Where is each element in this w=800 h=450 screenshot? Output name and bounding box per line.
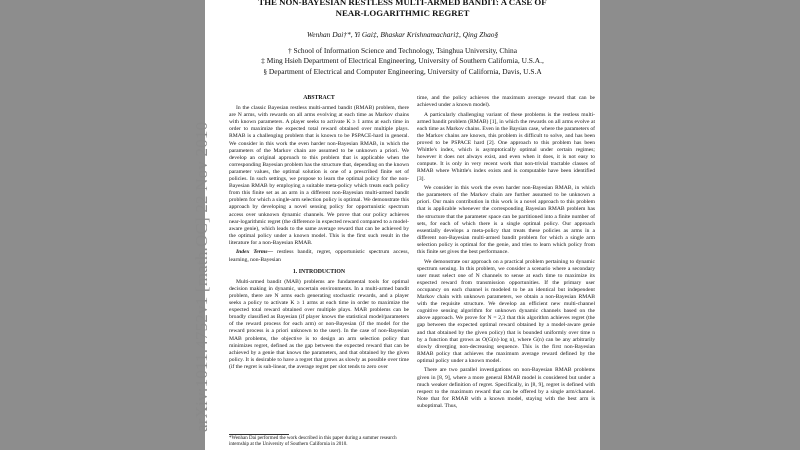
paper-title-line-2: NEAR-LOGARITHMIC REGRET <box>335 8 470 18</box>
footnote-rule <box>229 434 289 435</box>
section-1-heading: 1. INTRODUCTION <box>292 268 346 275</box>
abstract-heading: ABSTRACT <box>303 95 335 101</box>
right-paragraph-2: We consider in this work the even harder non-Bayesian RMAB, in which the parameters of the Markov chain are further assumed to be unknown a priori. Our main contribution in this work is a novel approach to this problem that is applicable whenever the corresponding Bayesian RMAB problem has the structure that the parameter space can be partitioned into a finite number of sets, for each of which there is a single optimal policy. Our approach essentially develops a meta-policy that treats these policies as arms in a different non-Bayesian multi-armed bandit problem for which a single arm selection policy is optimal for the genie, and tries to learn which policy from this finite set gives the best performance. <box>417 185 595 255</box>
affiliation-3: § Department of Electrical and Computer Engineering, University of California, Davis, U.S.A <box>263 67 542 76</box>
right-paragraph-4: There are two parallel investigations on non-Bayesian RMAB problems given in [8, 9], where a more general RMAB model is considered but under a much weaker definition of regret. Specifically, in [8, 9], regret is defined with respect to the maximum reward that can be offered by a single arm/channel. Note that for RMAB with a known model, staying with the best arm is suboptimal. Thus, <box>417 367 595 409</box>
index-terms <box>229 249 409 263</box>
paper-authors: Wenhan Dai†*, Yi Gai‡, Bhaskar Krishnamachari‡, Qing Zhao§ <box>306 30 499 39</box>
index-terms-label: Index Terms— <box>236 249 274 256</box>
affiliation-1: † School of Information Science and Technology, Tsinghua University, China <box>287 46 518 55</box>
abstract-text: In the classic Bayesian restless multi-armed bandit (RMAB) problem, there are N arms, with rewards on all arms evolving at each time as Markov chains with known parameters. A player seeks to activate K ≥ 1 arms at each time in order to maximize the expected total reward obtained over multiple plays. RMAB is a challenging problem that is known to be PSPACE-hard in general. We consider in this work the even harder non-Bayesian RMAB, in which the parameters of the Markov chain are assumed to be unknown a priori. We develop an original approach to this problem that is applicable when the corresponding Bayesian problem has the structure that, depending on the known parameter values, the optimal solution is one of a prescribed finite set of policies. In such settings, we propose to learn the optimal policy for the non-Bayesian RMAB by employing a suitable meta-policy which treats each policy from this finite set as an arm in a different non-Bayesian multi-armed bandit problem for which a single-arm selection policy is optimal. We demonstrate this approach by developing a novel sensing policy for opportunistic spectrum access over unknown dynamic channels. We prove that our policy achieves near-logarithmic regret (the difference in expected reward compared to a model-aware genie), which leads to the same average reward that can be achieved by the optimal policy under a known model. This is the first such result in the literature for a non-Bayesian RMAB. <box>229 105 409 246</box>
paper-title-line-1: THE NON-BAYESIAN RESTLESS MULTI-ARMED BANDIT: A CASE OF <box>258 0 547 7</box>
footnote: *Wenhan Dai performed the work described in this paper during a summer research internship at the University of Southern California in 2010. <box>229 436 397 447</box>
paper-page <box>205 0 600 450</box>
index-terms-text: restless bandit, regret, opportunistic spectrum access, learning, non-Bayesian <box>229 249 409 263</box>
right-column <box>417 95 595 413</box>
right-paragraph-3: We demonstrate our approach on a practical problem pertaining to dynamic spectrum sensing. In this problem, we consider a scenario where a secondary user must select one of N channels to sense at each time to maximize its expected reward from transmission opportunities. If the primary user occupancy on each channel is modeled to be an identical but independent Markov chain with unknown parameters, we obtain a non-Bayesian RMAB with the requisite structure. We develop an efficient new multi-channel cognitive sensing algorithm for unknown dynamic channels based on the above approach. We prove for N = 2,3 that this algorithm achieves regret (the gap between the expected optimal reward obtained by a model-aware genie and that obtained by the given policy) that is bounded uniformly over time n by a function that grows as O(G(n)·log n), where G(n) can be any arbitrarily slowly diverging non-decreasing sequence. This is the first non-Bayesian RMAB policy that achieves the maximum average reward defined by the optimal policy under a known model. <box>417 258 595 364</box>
right-paragraph-0: time, and the policy achieves the maximum average reward that can be achieved under a known model). <box>417 95 595 109</box>
affiliation-2: ‡ Ming Hsieh Department of Electrical Engineering, University of Southern California, U.S.A., <box>261 56 544 65</box>
intro-paragraph-1: Multi-armed bandit (MAB) problems are fundamental tools for optimal decision making in dynamic, uncertain environments. In a multi-armed bandit problem, there are N arms each generating stochastic rewards, and a player seeks a policy to activate K ≥ 1 arms at each time in order to maximize the expected total reward obtained over multiple plays. MAB problems can be broadly classified as Bayesian (if player knows the statistical model/parameters of the reward process for each arm) or non-Bayesian (if the model for the reward process is a priori unknown to the user). In the case of non-Bayesian MAB problems, the objective is to design an arm selection policy that minimizes regret, defined as the gap between the expected reward that can be achieved by a genie that knows the parameters, and that obtained by the given policy. It is desirable to have a regret that grows as slowly as possible over time (if the regret is sub-linear, the average regret per slot tends to zero over <box>229 278 409 370</box>
arxiv-stamp: arXiv:1011.4752v1 [math.OC] 22 Nov 2010 <box>192 121 211 432</box>
right-paragraph-1: A particularly challenging variant of these problems is the restless multi-armed bandit problem (RMAB) [1], in which the rewards on all arms evolve at each time as Markov chains. Even in the Baysian case, where the parameters of the Markov chains are known, this problem is difficult to solve, and has been proved to be PSPACE hard [2]. One approach to this problem has been Whittle's index, which is asymptotically optimal under certain regimes; however it does not always exist, and even when it does, it is not easy to compute. It is only in very recent work that non-trivial tractable classes of RMAB where Whittle's index exists and is computable have been identified [3]. <box>417 111 595 182</box>
left-column <box>229 95 409 373</box>
